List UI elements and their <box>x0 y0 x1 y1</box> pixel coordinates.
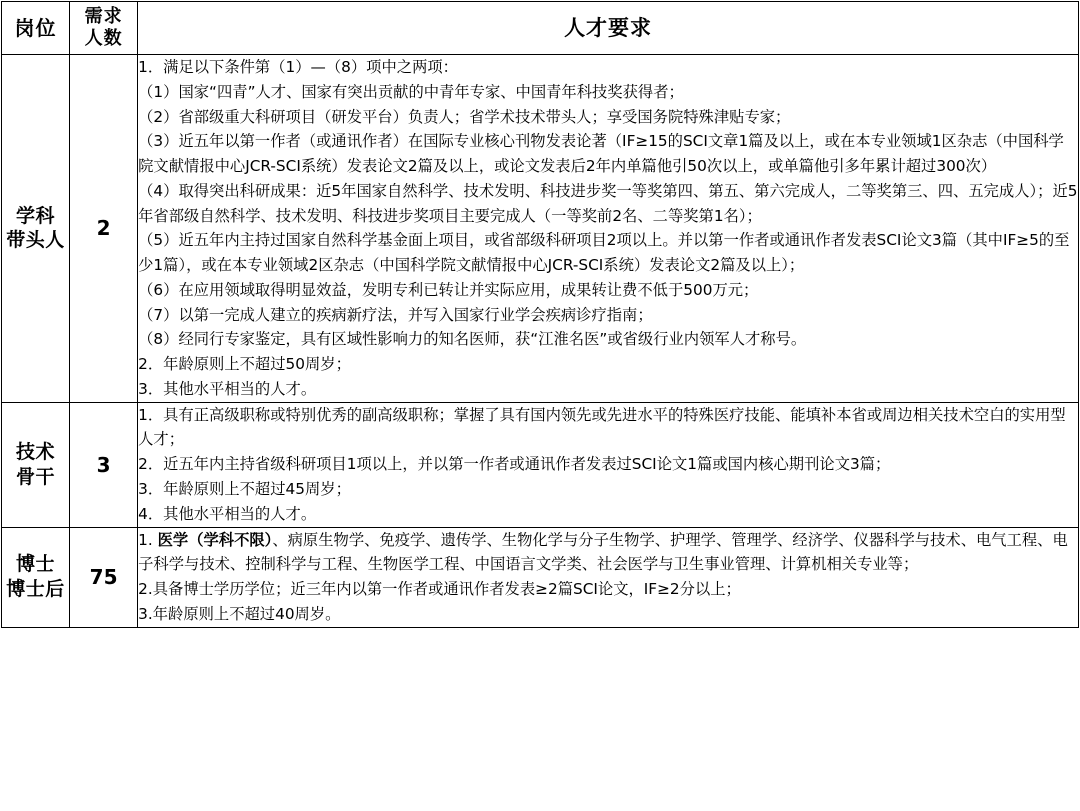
requirement-item: 4．其他水平相当的人才。 <box>138 504 317 523</box>
requirement-item: 3.年龄原则上不超过40周岁。 <box>138 604 341 623</box>
requirements-cell <box>138 527 1079 627</box>
requirement-item: 3．其他水平相当的人才。 <box>138 379 317 398</box>
requirements-cell <box>138 402 1079 527</box>
post-label-line1: 技术 <box>16 440 56 463</box>
column-header-requirements: 人才要求 <box>138 2 1079 55</box>
requirement-item: （3）近五年以第一作者（或通讯作者）在国际专业核心刊物发表论著（IF≥15的SCI文章1篇及以上，或在本专业领域1区杂志（中国科学院文献情报中心JCR-SCI系统）发表论文2篇及以上，或论文发表后2年内单篇他引50次以上，或单篇他引多年累计超过300次） <box>138 132 1064 176</box>
requirement-item: （8）经同行专家鉴定，具有区域性影响力的知名医师，获“江淮名医”或省级行业内领军人才称号。 <box>138 330 807 349</box>
requirement-item: （2）省部级重大科研项目（研发平台）负责人；省学术技术带头人；享受国务院特殊津贴专家； <box>138 107 791 126</box>
table-row <box>2 527 1079 627</box>
post-cell <box>2 527 70 627</box>
post-label-line2: 博士后 <box>6 578 65 601</box>
requirement-item: 2．近五年内主持省级科研项目1项以上，并以第一作者或通讯作者发表过SCI论文1篇或国内核心期刊论文3篇； <box>138 455 891 474</box>
requirement-item: （4）取得突出科研成果：近5年国家自然科学、技术发明、科技进步奖一等奖第四、第五、第六完成人，二等奖第三、四、五完成人）；近5年省部级自然科学、技术发明、科技进步奖项目主要完成人（一等奖前2名、二等奖第1名）； <box>138 181 1078 225</box>
requirement-prefix: 1. <box>138 530 158 549</box>
requirement-text: 、病原生物学、免疫学、遗传学、生物化学与分子生物学、护理学、管理学、经济学、仪器科学与技术、电气工程、电子科学与技术、控制科学与工程、生物医学工程、中国语言文学类、社会医学与卫生事业管理、计算机相关专业等； <box>138 530 1068 574</box>
post-cell <box>2 55 70 403</box>
requirement-emphasis: 医学（学科不限） <box>157 530 273 549</box>
requirement-item <box>138 528 1078 578</box>
requirement-item: 2．年龄原则上不超过50周岁； <box>138 355 351 374</box>
requirement-item: （5）近五年内主持过国家自然科学基金面上项目，或省部级科研项目2项以上。并以第一作者或通讯作者发表SCI论文3篇（其中IF≥5的至少1篇），或在本专业领域2区杂志（中国科学院文献情报中心JCR-SCI系统）发表论文2篇及以上）； <box>138 231 1070 275</box>
talent-requirements-table <box>1 1 1079 628</box>
count-cell: 75 <box>70 527 138 627</box>
requirement-item: 3．年龄原则上不超过45周岁； <box>138 480 351 499</box>
post-label-line1: 学科 <box>16 204 56 227</box>
requirement-item: 1．具有正高级职称或特别优秀的副高级职称；掌握了具有国内领先或先进水平的特殊医疗技能、能填补本省或周边相关技术空白的实用型人才； <box>138 405 1066 449</box>
post-label-line1: 博士 <box>16 553 56 576</box>
column-header-count-line2: 人数 <box>84 28 123 49</box>
table-header-row <box>2 2 1079 55</box>
column-header-post: 岗位 <box>2 2 70 55</box>
table-body <box>2 55 1079 628</box>
requirement-item: 1．满足以下条件第（1）—（8）项中之两项： <box>138 58 458 76</box>
column-header-count-line1: 需求 <box>84 5 123 27</box>
post-label-line2: 带头人 <box>6 229 65 252</box>
count-cell: 2 <box>70 55 138 403</box>
count-cell: 3 <box>70 402 138 527</box>
requirement-item: （7）以第一完成人建立的疾病新疗法，并写入国家行业学会疾病诊疗指南； <box>138 305 653 324</box>
post-label-line2: 骨干 <box>16 465 56 488</box>
column-header-count <box>70 2 138 55</box>
requirement-item: （6）在应用领域取得明显效益，发明专利已转让并实际应用，成果转让费不低于500万元； <box>138 280 759 299</box>
requirement-item: 2.具备博士学历学位；近三年内以第一作者或通讯作者发表≥2篇SCI论文，IF≥2分以上； <box>138 580 741 599</box>
post-cell <box>2 402 70 527</box>
table-row <box>2 55 1079 403</box>
table-header <box>2 2 1079 55</box>
document-page <box>0 1 1080 811</box>
requirements-cell <box>138 55 1079 403</box>
table-row <box>2 402 1079 527</box>
requirement-item: （1）国家“四青”人才、国家有突出贡献的中青年专家、中国青年科技奖获得者； <box>138 82 684 101</box>
